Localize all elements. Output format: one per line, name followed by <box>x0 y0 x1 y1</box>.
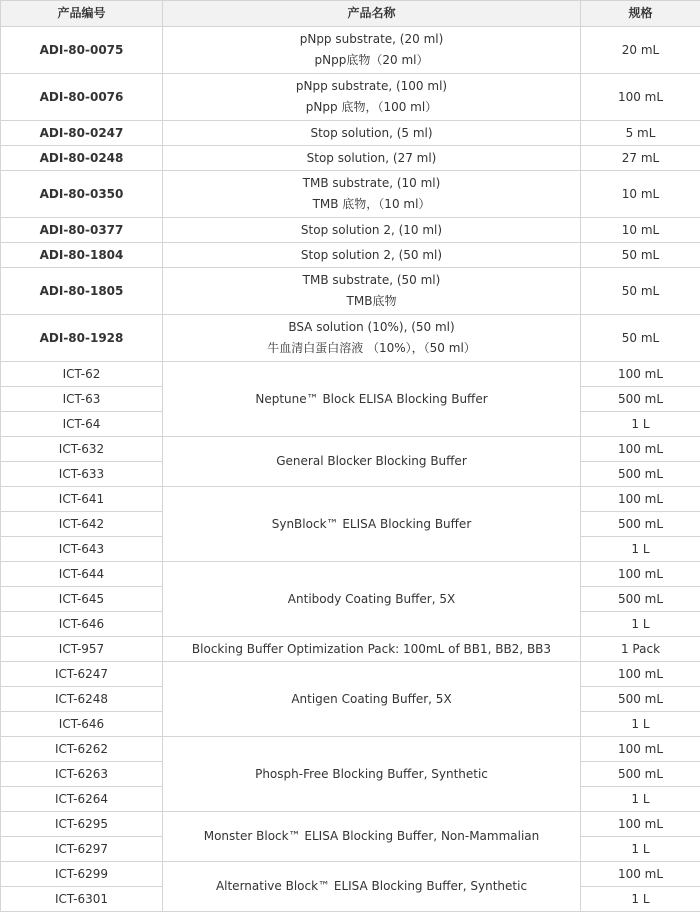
product-code: ICT-645 <box>1 587 163 612</box>
product-spec: 500 mL <box>581 687 700 712</box>
product-spec: 100 mL <box>581 362 700 387</box>
product-name: Stop solution, (5 ml) <box>163 121 581 146</box>
product-spec: 100 mL <box>581 74 700 121</box>
product-spec: 10 mL <box>581 218 700 243</box>
product-name-en: pNpp substrate, (20 ml) <box>167 29 576 50</box>
product-spec: 100 mL <box>581 812 700 837</box>
product-name-cn: pNpp 底物，（100 ml） <box>167 97 576 118</box>
product-name <box>163 74 581 121</box>
product-spec: 1 L <box>581 612 700 637</box>
product-name: Alternative Block™ ELISA Blocking Buffer, Synthetic <box>163 862 581 912</box>
product-name <box>163 171 581 218</box>
header-product-code: 产品编号 <box>1 1 163 27</box>
product-spec: 1 Pack <box>581 637 700 662</box>
product-name <box>163 315 581 362</box>
table-row <box>1 737 700 762</box>
product-name-en: BSA solution (10%), (50 ml) <box>167 317 576 338</box>
table-row <box>1 74 700 121</box>
table-row <box>1 243 700 268</box>
product-name-cn: TMB底物 <box>167 291 576 312</box>
product-code: ICT-63 <box>1 387 163 412</box>
product-code: ADI-80-0247 <box>1 121 163 146</box>
product-name: SynBlock™ ELISA Blocking Buffer <box>163 487 581 562</box>
table-row <box>1 862 700 887</box>
product-code: ADI-80-0075 <box>1 27 163 74</box>
product-code: ICT-6295 <box>1 812 163 837</box>
product-code: ICT-646 <box>1 712 163 737</box>
table-row <box>1 121 700 146</box>
table-row <box>1 487 700 512</box>
product-spec: 500 mL <box>581 762 700 787</box>
table-row <box>1 437 700 462</box>
product-code: ICT-6297 <box>1 837 163 862</box>
table-row <box>1 146 700 171</box>
product-spec: 500 mL <box>581 387 700 412</box>
product-name: Neptune™ Block ELISA Blocking Buffer <box>163 362 581 437</box>
product-code: ADI-80-1805 <box>1 268 163 315</box>
product-name <box>163 268 581 315</box>
product-name: General Blocker Blocking Buffer <box>163 437 581 487</box>
product-name: Phosph-Free Blocking Buffer, Synthetic <box>163 737 581 812</box>
product-code: ICT-632 <box>1 437 163 462</box>
product-spec: 100 mL <box>581 437 700 462</box>
product-name-en: TMB substrate, (10 ml) <box>167 173 576 194</box>
product-name-cn: pNpp底物（20 ml） <box>167 50 576 71</box>
product-spec: 50 mL <box>581 268 700 315</box>
header-spec: 规格 <box>581 1 700 27</box>
product-spec: 1 L <box>581 712 700 737</box>
product-code: ADI-80-0248 <box>1 146 163 171</box>
table-row <box>1 662 700 687</box>
product-name <box>163 27 581 74</box>
product-name: Stop solution, (27 ml) <box>163 146 581 171</box>
table-row <box>1 315 700 362</box>
table-row <box>1 268 700 315</box>
product-code: ICT-633 <box>1 462 163 487</box>
table-row <box>1 637 700 662</box>
product-code: ICT-643 <box>1 537 163 562</box>
product-name: Stop solution 2, (50 ml) <box>163 243 581 268</box>
product-code: ADI-80-0076 <box>1 74 163 121</box>
product-code: ICT-642 <box>1 512 163 537</box>
product-spec: 50 mL <box>581 243 700 268</box>
header-product-name: 产品名称 <box>163 1 581 27</box>
product-code: ICT-6262 <box>1 737 163 762</box>
product-spec: 20 mL <box>581 27 700 74</box>
product-code: ADI-80-0377 <box>1 218 163 243</box>
product-name-en: pNpp substrate, (100 ml) <box>167 76 576 97</box>
table-row <box>1 812 700 837</box>
product-spec: 100 mL <box>581 662 700 687</box>
product-name: Blocking Buffer Optimization Pack: 100mL of BB1, BB2, BB3 <box>163 637 581 662</box>
product-name: Antigen Coating Buffer, 5X <box>163 662 581 737</box>
product-spec: 10 mL <box>581 171 700 218</box>
product-code: ICT-6264 <box>1 787 163 812</box>
product-code: ICT-957 <box>1 637 163 662</box>
product-spec: 1 L <box>581 412 700 437</box>
table-row <box>1 27 700 74</box>
product-name: Stop solution 2, (10 ml) <box>163 218 581 243</box>
product-spec: 500 mL <box>581 462 700 487</box>
product-name-cn: 牛血清白蛋白溶液 （10%），（50 ml） <box>167 338 576 359</box>
product-spec: 1 L <box>581 887 700 912</box>
product-spec: 27 mL <box>581 146 700 171</box>
product-code: ICT-64 <box>1 412 163 437</box>
product-code: ICT-6263 <box>1 762 163 787</box>
table-header-row <box>1 1 700 27</box>
table-row <box>1 218 700 243</box>
product-code: ICT-644 <box>1 562 163 587</box>
product-code: ICT-62 <box>1 362 163 387</box>
product-code: ICT-641 <box>1 487 163 512</box>
table-row <box>1 171 700 218</box>
product-spec: 1 L <box>581 837 700 862</box>
product-spec: 1 L <box>581 537 700 562</box>
product-spec: 1 L <box>581 787 700 812</box>
table-row <box>1 562 700 587</box>
product-name: Antibody Coating Buffer, 5X <box>163 562 581 637</box>
product-code: ICT-646 <box>1 612 163 637</box>
product-spec: 5 mL <box>581 121 700 146</box>
product-name-cn: TMB 底物，（10 ml） <box>167 194 576 215</box>
product-code: ADI-80-0350 <box>1 171 163 218</box>
product-code: ADI-80-1804 <box>1 243 163 268</box>
product-spec: 100 mL <box>581 562 700 587</box>
product-name: Monster Block™ ELISA Blocking Buffer, Non-Mammalian <box>163 812 581 862</box>
product-spec: 500 mL <box>581 587 700 612</box>
product-code: ICT-6248 <box>1 687 163 712</box>
product-spec: 100 mL <box>581 862 700 887</box>
table-row <box>1 362 700 387</box>
product-code: ADI-80-1928 <box>1 315 163 362</box>
product-code: ICT-6299 <box>1 862 163 887</box>
product-name-en: TMB substrate, (50 ml) <box>167 270 576 291</box>
product-spec: 50 mL <box>581 315 700 362</box>
product-spec: 100 mL <box>581 487 700 512</box>
product-spec: 500 mL <box>581 512 700 537</box>
product-code: ICT-6301 <box>1 887 163 912</box>
product-spec: 100 mL <box>581 737 700 762</box>
product-code: ICT-6247 <box>1 662 163 687</box>
